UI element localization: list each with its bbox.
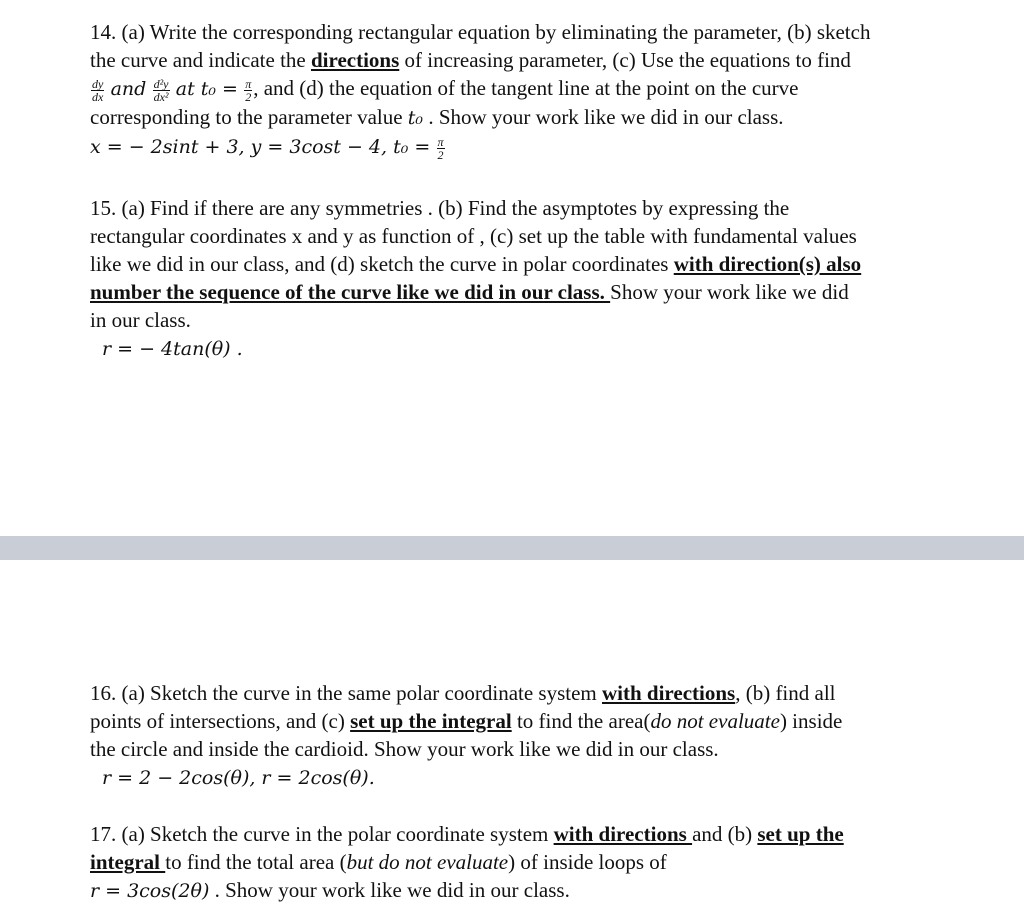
fraction-d2y-dx2: $\frac{\text{d²y}}{\text{dx²}}$ <box>153 76 169 104</box>
fraction-pi-over-2-eq: $\frac{\pi}{2}$ <box>437 134 444 162</box>
problem-14-line-2: the curve and indicate the directions of increasing parameter, (c) Use the equations to find <box>90 48 851 72</box>
problem-15 <box>90 194 965 363</box>
problem-17-line-2: integral to find the total area (but do not evaluate) of inside loops of <box>90 850 667 874</box>
problem-15-line-1: 15. (a) Find if there are any symmetries . (b) Find the asymptotes by expressing the <box>90 196 790 220</box>
emphasis-set-up-the: set up the <box>757 822 844 846</box>
emphasis-with-directions-also: with direction(s) also <box>673 252 862 276</box>
emphasis-directions: directions <box>310 48 400 72</box>
problem-14-line-1: 14. (a) Write the corresponding rectangular equation by eliminating the parameter, (b) sketch <box>90 20 871 44</box>
emphasis-number-the-sequence: number the sequence of the curve like we did in our class. <box>90 280 611 304</box>
problem-15-line-2: rectangular coordinates x and y as function of , (c) set up the table with fundamental values <box>90 224 857 248</box>
fraction-dy-dx: $\frac{dy}{dx}$ <box>92 76 104 104</box>
fraction-pi-over-2: $\frac{\pi}{2}$ <box>245 76 252 104</box>
page-gap <box>0 536 1024 560</box>
problem-14-line-3: $\frac{dy}{dx}$ and $\frac{\text{d²y}}{\text{dx²}}$ at t₀ = $\frac{\pi}{2}$ , and (d) the equation of the tangent line at the point on the curve <box>92 76 799 104</box>
emphasis-with-directions: with directions <box>602 681 736 705</box>
problem-16-line-3: the circle and inside the cardioid. Show your work like we did in our class. <box>90 737 719 761</box>
problem-17-line-1: 17. (a) Sketch the curve in the polar coordinate system with directions and (b) set up the <box>90 822 844 846</box>
emphasis-integral: integral <box>90 850 166 874</box>
problem-16-line-2: points of intersections, and (c) set up the integral to find the area(do not evaluate) inside <box>90 709 843 733</box>
problem-14-line-4: corresponding to the parameter value t₀ . Show your work like we did in our class. <box>90 105 784 129</box>
problem-16-equation: r = 2 − 2cos(θ), r = 2cos(θ). <box>102 767 375 789</box>
page-bottom <box>0 560 1024 918</box>
problem-17-equation: r = 3cos(2θ) . Show your work like we did in our class. <box>90 878 570 902</box>
problem-14 <box>90 18 965 161</box>
problem-16 <box>90 679 965 792</box>
problem-14-equation: x = − 2sint + 3, y = 3cost − 4, t₀ = $\frac{\pi}{2}$ <box>90 134 444 162</box>
problem-15-equation: r = − 4tan(θ) . <box>102 338 243 360</box>
problem-15-line-5: in our class. <box>90 308 191 332</box>
problem-16-line-1: 16. (a) Sketch the curve in the same polar coordinate system with directions, (b) find all <box>90 681 836 705</box>
problem-15-line-4: number the sequence of the curve like we did in our class. Show your work like we did <box>90 280 849 304</box>
problem-17 <box>90 820 965 905</box>
emphasis-set-up-the-integral: set up the integral <box>350 709 512 733</box>
emphasis-with-directions-17: with directions <box>553 822 693 846</box>
problem-15-line-3: like we did in our class, and (d) sketch the curve in polar coordinates with direction(s) also <box>90 252 862 276</box>
